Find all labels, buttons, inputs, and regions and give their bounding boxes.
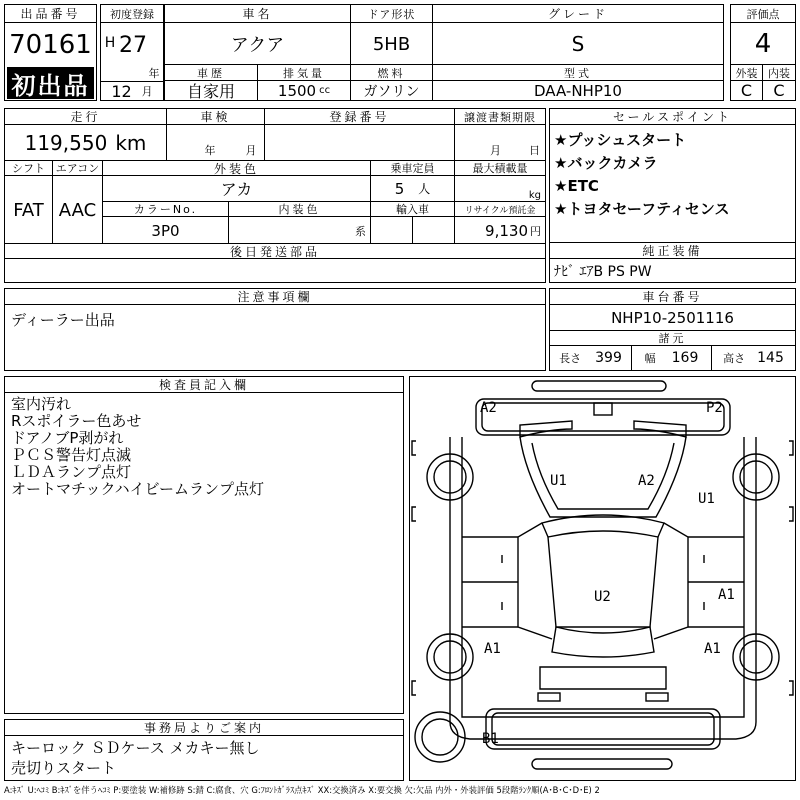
mileage-value: 119,550: [24, 131, 108, 155]
width-cell: [632, 346, 712, 370]
model-label: 型式: [433, 64, 723, 81]
selling-point-item: ★ETC: [554, 177, 599, 195]
mileage-row: [5, 125, 167, 161]
lot-box: [4, 4, 97, 101]
door-value: 5HB: [351, 23, 433, 65]
intcolor-label: 内装色: [229, 202, 371, 217]
capacity-row: [371, 176, 455, 202]
later-parts-label: 後日発送部品: [5, 243, 545, 259]
inspection-label: 車検: [167, 109, 265, 125]
import-label: 輸入車: [371, 202, 455, 217]
score-label: 評価点: [731, 5, 795, 23]
ac-value: AAC: [53, 176, 103, 244]
chassis-label: 車台番号: [550, 289, 795, 305]
equipment-box: [549, 242, 796, 283]
selling-point-item: ★バックカメラ: [554, 154, 658, 172]
office-line: キーロック ＳＤケース メカキー無し: [11, 739, 260, 757]
exterior-label: 外装: [731, 64, 763, 81]
ac-label: エアコン: [53, 160, 103, 176]
damage-mark-a2-front-left: A2: [480, 400, 497, 416]
recycle-label: リサイクル預託金: [455, 202, 545, 217]
regno-label: 登録番号: [265, 109, 455, 125]
history-label: 車歴: [165, 64, 258, 81]
interior-label: 内装: [763, 64, 795, 81]
later-parts-value: [5, 259, 545, 282]
first-registration-box: [100, 4, 164, 101]
history-value: 自家用: [165, 81, 258, 100]
inspector-note: オートマチックハイビームランプ点灯: [11, 480, 265, 498]
lot-label: 出品番号: [5, 5, 96, 23]
office-label: 事務局よりご案内: [5, 720, 403, 736]
selling-point-item: ★トヨタセーフティセンス: [554, 200, 730, 218]
chassis-number: NHP10-2501116: [550, 305, 795, 331]
inspection-value: [167, 125, 265, 161]
inspector-note: 室内汚れ: [11, 395, 72, 413]
damage-mark-a1-right-rear-door: A1: [718, 587, 735, 603]
legend: A:ｷｽﾞ U:ﾍｺﾐ B:ｷｽﾞを伴うﾍｺﾐ P:要塗装 W:補修跡 S:錆 C:腐食、穴 G:ﾌﾛﾝﾄｶﾞﾗｽ点ｷｽﾞ XX:交換済み X:要交換 欠:欠品 内外・外装評価 5段階ﾗﾝｸ順(A･B･C･D･E) 2: [4, 785, 600, 795]
grade-value: S: [571, 32, 585, 56]
load-value: [455, 176, 545, 202]
load-unit: kg: [528, 190, 541, 201]
fuel-label: 燃料: [351, 64, 433, 81]
caution-box: [4, 288, 546, 371]
inspection-year-unit: 年: [204, 144, 216, 157]
shift-value: FAT: [5, 176, 53, 244]
color-value: アカ: [103, 176, 371, 202]
chassis-box: [549, 288, 796, 371]
damage-mark-u1-hood-left: U1: [550, 473, 567, 489]
width-label: 幅: [644, 352, 656, 365]
exterior-grade: C: [731, 81, 763, 100]
transfer-value: [455, 125, 545, 161]
length-cell: [550, 346, 632, 370]
selling-point-item: ★プッシュスタート: [554, 131, 687, 149]
car-name-label: 車名: [165, 5, 351, 23]
first-listing-badge: 初出品: [7, 67, 94, 99]
import-value-a: [371, 217, 413, 244]
damage-mark-p2-front-right: P2: [706, 400, 723, 416]
damage-mark-a1-right-rear: A1: [704, 641, 721, 657]
reg-month-row: [101, 81, 163, 100]
displacement-label: 排気量: [258, 64, 351, 81]
damage-mark-u2-roof: U2: [594, 589, 611, 605]
height-value: 145: [757, 350, 784, 366]
shift-label: シフト: [5, 160, 53, 176]
caution-value: ディーラー出品: [11, 311, 115, 329]
first-registration-label: 初度登録: [101, 5, 163, 23]
capacity-label: 乗車定員: [371, 160, 455, 176]
equipment-value: ﾅﾋﾞ ｴｱB PS PW: [554, 263, 652, 280]
transfer-month-unit: 月: [490, 144, 501, 157]
inspector-note: ＬＤＡランプ点灯: [11, 463, 132, 481]
score-box: [730, 4, 796, 101]
lot-number: 70161: [9, 30, 92, 60]
height-cell: [712, 346, 795, 370]
recycle-value: 9,130: [485, 221, 528, 240]
office-box: [4, 719, 404, 781]
transfer-label: 譲渡書類期限: [455, 109, 545, 125]
length-value: 399: [595, 350, 622, 366]
selling-points-label: セールスポイント: [550, 109, 795, 125]
selling-points-box: [549, 108, 796, 243]
displacement-value: 1500: [277, 81, 317, 100]
car-diagram-box: [409, 376, 796, 781]
intcolor-unit: 系: [355, 224, 366, 238]
displacement-unit: cc: [319, 85, 331, 96]
reg-year: 27: [119, 32, 147, 58]
inspector-note: ドアノブP剥がれ: [11, 429, 124, 447]
damage-mark-u1-right-fender: U1: [698, 491, 715, 507]
equipment-label: 純正装備: [550, 243, 795, 259]
reg-year-unit: 年: [148, 67, 160, 80]
damage-mark-b1-rear-bumper: B1: [482, 731, 499, 747]
grade-label: グレード: [433, 5, 723, 23]
inspector-note: Rスポイラー色あせ: [11, 412, 142, 430]
reg-month-unit: 月: [141, 85, 153, 98]
fuel-value: ガソリン: [351, 81, 433, 100]
reg-era: H: [104, 35, 116, 51]
colorno-label: カラーNo.: [103, 202, 229, 217]
inspector-box: [4, 376, 404, 714]
vehicle-header-box: [164, 4, 724, 101]
office-lines: [11, 738, 260, 778]
interior-grade: C: [773, 81, 785, 100]
car-diagram: [410, 377, 795, 780]
score-value: 4: [754, 29, 772, 59]
color-label: 外装色: [103, 160, 371, 176]
load-label: 最大積載量: [455, 160, 545, 176]
damage-mark-a1-left-rear: A1: [484, 641, 501, 657]
transfer-day-unit: 日: [529, 144, 540, 157]
inspector-note: ＰＣＳ警告灯点滅: [11, 446, 132, 464]
caution-label: 注意事項欄: [5, 289, 545, 305]
mileage-unit: km: [115, 131, 147, 155]
dims-label: 諸元: [550, 331, 795, 346]
inspection-month-unit: 月: [245, 144, 257, 157]
capacity-unit: 人: [418, 182, 431, 196]
height-label: 高さ: [723, 352, 746, 365]
inspector-notes: [11, 396, 264, 498]
width-value: 169: [671, 350, 699, 366]
capacity-value: 5: [394, 179, 405, 198]
office-line: 売切りスタート: [11, 759, 117, 777]
selling-points-list: [554, 129, 729, 221]
mileage-label: 走行: [5, 109, 167, 125]
spec-table: [4, 108, 546, 283]
door-label: ドア形状: [351, 5, 433, 23]
intcolor-value: [229, 217, 371, 244]
recycle-row: [455, 217, 545, 244]
reg-month: 12: [111, 81, 132, 101]
damage-mark-a2-hood-right: A2: [638, 473, 655, 489]
displacement-row: [258, 81, 351, 100]
recycle-unit: 円: [530, 224, 541, 238]
inspector-label: 検査員記入欄: [5, 377, 403, 393]
colorno-value: 3P0: [103, 217, 229, 244]
regno-value: [265, 125, 455, 161]
length-label: 長さ: [559, 352, 582, 365]
model-value: DAA-NHP10: [534, 81, 622, 100]
car-name: アクア: [165, 23, 351, 65]
import-value-b: [413, 217, 455, 244]
